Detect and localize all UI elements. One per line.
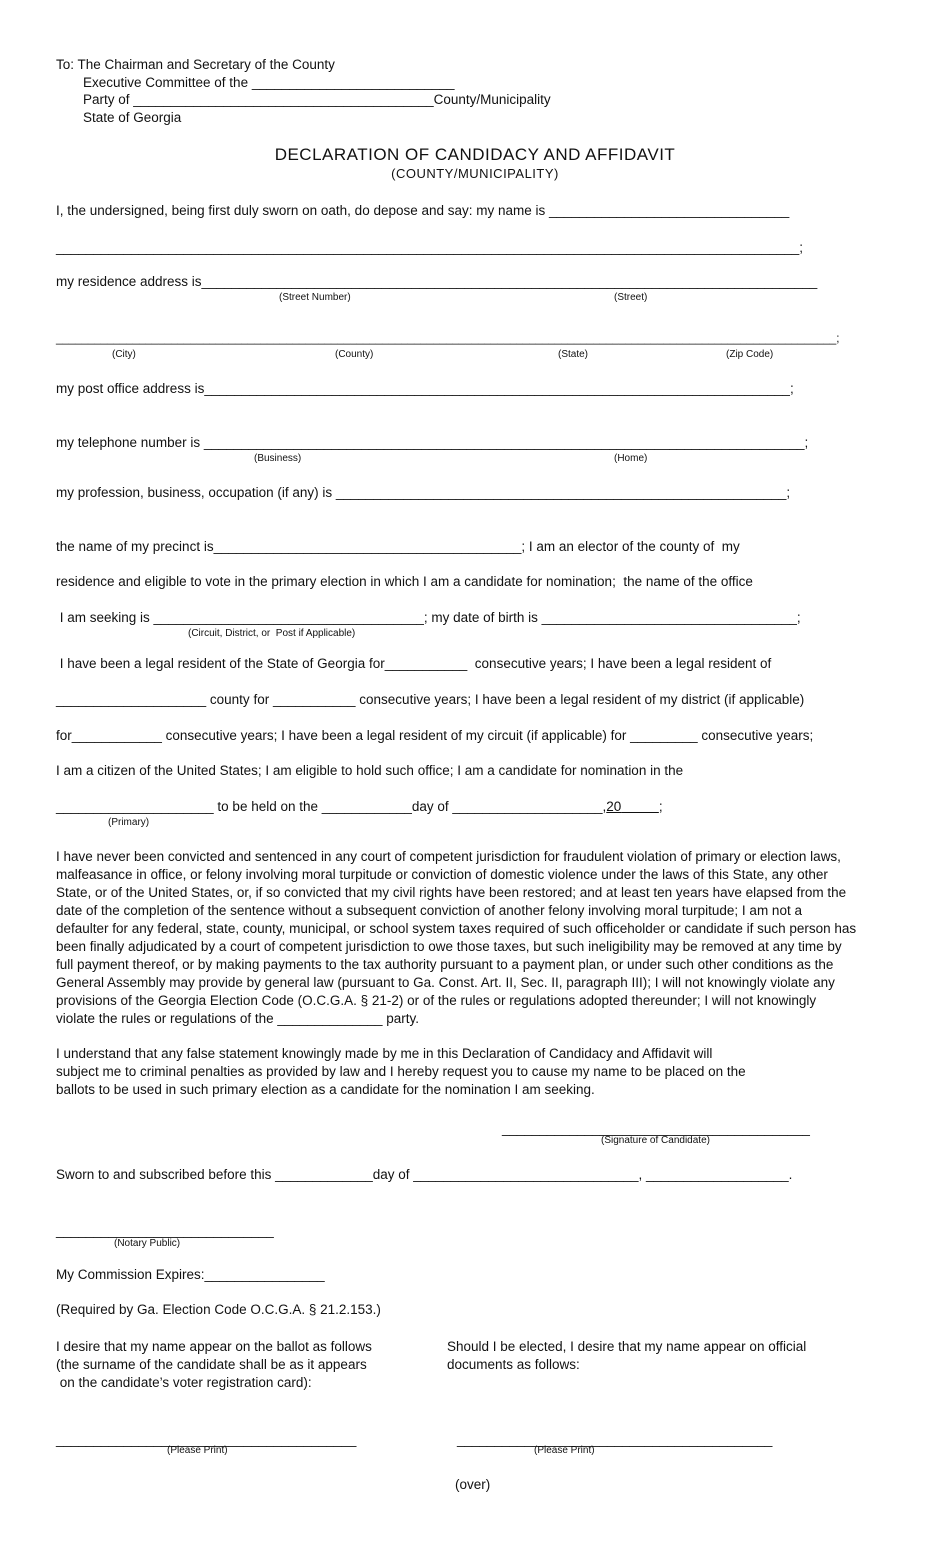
residence-address-field[interactable]: my residence address is__________________________________________________________________________________ <box>56 274 818 289</box>
eligibility-affidavit-paragraph <box>56 848 856 1028</box>
paragraph-line: provisions of the Georgia Election Code (O.C.G.A. § 21-2) or of the rules or regulations adopted thereunder; I will not knowingly <box>56 993 817 1008</box>
instruction-line: Should I be elected, I desire that my name appear on official <box>447 1339 807 1354</box>
county-residency-field[interactable]: ____________________ county for ___________ consecutive years; I have been a legal resident of my district (if applicable) <box>56 692 805 707</box>
paragraph-line: I understand that any false statement knowingly made by me in this Declaration of Candidacy and Affidavit will <box>56 1046 713 1061</box>
official-name-field[interactable]: __________________________________________ <box>457 1432 773 1447</box>
document-title: DECLARATION OF CANDIDACY AND AFFIDAVIT <box>274 145 676 164</box>
please-print-label: (Please Print) <box>534 1445 595 1456</box>
county-label: (County) <box>335 349 374 360</box>
circuit-district-label: (Circuit, District, or Post if Applicable) <box>188 628 356 639</box>
paragraph-line: ballots to be used in such primary election as a candidate for the nomination I am seeking. <box>56 1082 595 1097</box>
signature-label: (Signature of Candidate) <box>601 1135 710 1146</box>
paragraph-line: subject me to criminal penalties as provided by law and I hereby request you to cause my name to be placed on the <box>56 1064 746 1079</box>
recipient-line: To: The Chairman and Secretary of the County <box>56 57 335 72</box>
address-continued-field[interactable]: __________________________________________________________________________________________________________________________; <box>56 333 840 345</box>
please-print-label: (Please Print) <box>167 1445 228 1456</box>
zip-code-label: (Zip Code) <box>726 349 774 360</box>
street-number-label: (Street Number) <box>279 292 351 303</box>
paragraph-line: full payment thereof, or by making payments to the tax authority pursuant to a payment plan, or under such other conditions as the <box>56 957 834 972</box>
party-field-line[interactable]: violate the rules or regulations of the ______________ party. <box>56 1011 420 1026</box>
instruction-line: on the candidate’s voter registration card): <box>56 1375 312 1390</box>
paragraph-line: malfeasance in office, or felony involving moral turpitude or conviction of domestic violence under the laws of this State, any other <box>56 867 828 882</box>
instruction-line: (the surname of the candidate shall be as it appears <box>56 1357 367 1372</box>
statute-reference: (Required by Ga. Election Code O.C.G.A. § 21.2.153.) <box>56 1302 381 1317</box>
instruction-line: I desire that my name appear on the ballot as follows <box>56 1339 372 1354</box>
paragraph-line: I have never been convicted and sentenced in any court of competent jurisdiction for fraudulent violation of primary or election laws, <box>56 849 841 864</box>
year-suffix: ; <box>658 799 663 814</box>
paragraph-line: defaulter for any federal, state, county, municipal, or school system taxes required of such officeholder or candidate if such person has <box>56 921 857 936</box>
primary-date-field[interactable] <box>56 799 663 815</box>
post-office-address-field[interactable]: my post office address is______________________________________________________________________________; <box>56 381 794 396</box>
official-name-instructions <box>447 1338 806 1374</box>
eligibility-line: residence and eligible to vote in the primary election in which I am a candidate for nomination; the name of the office <box>56 574 753 589</box>
citizen-line: I am a citizen of the United States; I am eligible to hold such office; I am a candidate for nomination in the <box>56 763 684 778</box>
document-subtitle: (COUNTY/MUNICIPALITY) <box>391 166 559 181</box>
primary-date-text: _____________________ to be held on the ____________day of ____________________, <box>56 799 607 814</box>
state-residency-field[interactable]: I have been a legal resident of the State of Georgia for___________ consecutive years; I have been a legal resident of <box>56 656 772 671</box>
paragraph-line: been finally adjudicated by a court of competent jurisdiction to owe those taxes, but such ineligibility may be removed at any time by <box>56 939 842 954</box>
over-indicator: (over) <box>455 1477 491 1492</box>
name-field[interactable]: I, the undersigned, being first duly sworn on oath, do depose and say: my name is ________________________________ <box>56 203 790 218</box>
telephone-field[interactable]: my telephone number is ________________________________________________________________________________; <box>56 435 809 450</box>
notary-label: (Notary Public) <box>114 1238 181 1249</box>
state-line: State of Georgia <box>83 110 182 125</box>
precinct-field[interactable]: the name of my precinct is_________________________________________; I am an elector of the county of my <box>56 539 740 554</box>
circuit-residency-field[interactable]: for____________ consecutive years; I have been a legal resident of my circuit (if applicable) for _________ consecutive years; <box>56 728 814 743</box>
paragraph-line: date of the completion of the sentence without a subsequent conviction of another felony involving moral turpitude; I am not a <box>56 903 802 918</box>
ballot-name-field[interactable]: ________________________________________ <box>56 1432 357 1447</box>
street-label: (Street) <box>614 292 648 303</box>
city-label: (City) <box>112 349 136 360</box>
ballot-name-instructions <box>56 1338 372 1392</box>
instruction-line: documents as follows: <box>447 1357 580 1372</box>
office-and-birthdate-field[interactable]: I am seeking is ____________________________________; my date of birth is __________________________________; <box>56 610 801 625</box>
business-label: (Business) <box>254 453 302 464</box>
state-label: (State) <box>558 349 589 360</box>
paragraph-line: General Assembly may provide by general law (pursuant to Ga. Const. Art. II, Sec. II, paragraph III); I will not knowingly violate any <box>56 975 835 990</box>
candidate-signature-field[interactable]: _________________________________________ <box>502 1121 810 1136</box>
executive-committee-line: Executive Committee of the ___________________________ <box>83 75 455 90</box>
penalty-statement-paragraph <box>56 1045 746 1099</box>
sworn-date-field[interactable]: Sworn to and subscribed before this _____________day of ______________________________, ___________________. <box>56 1167 793 1182</box>
year-field[interactable] <box>606 799 659 814</box>
notary-signature-field[interactable]: _____________________________ <box>56 1223 274 1238</box>
party-line: Party of ________________________________________County/Municipality <box>83 92 551 107</box>
commission-expires-field[interactable]: My Commission Expires:________________ <box>56 1267 325 1282</box>
home-label: (Home) <box>614 453 648 464</box>
year-prefix: 20 <box>606 799 622 814</box>
primary-label: (Primary) <box>108 817 150 828</box>
paragraph-line: State, or of the United States, or, if so convicted that my civil rights have been restored; and at least ten years have elapsed from the <box>56 885 847 900</box>
profession-field[interactable]: my profession, business, occupation (if any) is ____________________________________________________________; <box>56 485 791 500</box>
name-field-continued[interactable]: ___________________________________________________________________________________________________; <box>56 240 804 255</box>
